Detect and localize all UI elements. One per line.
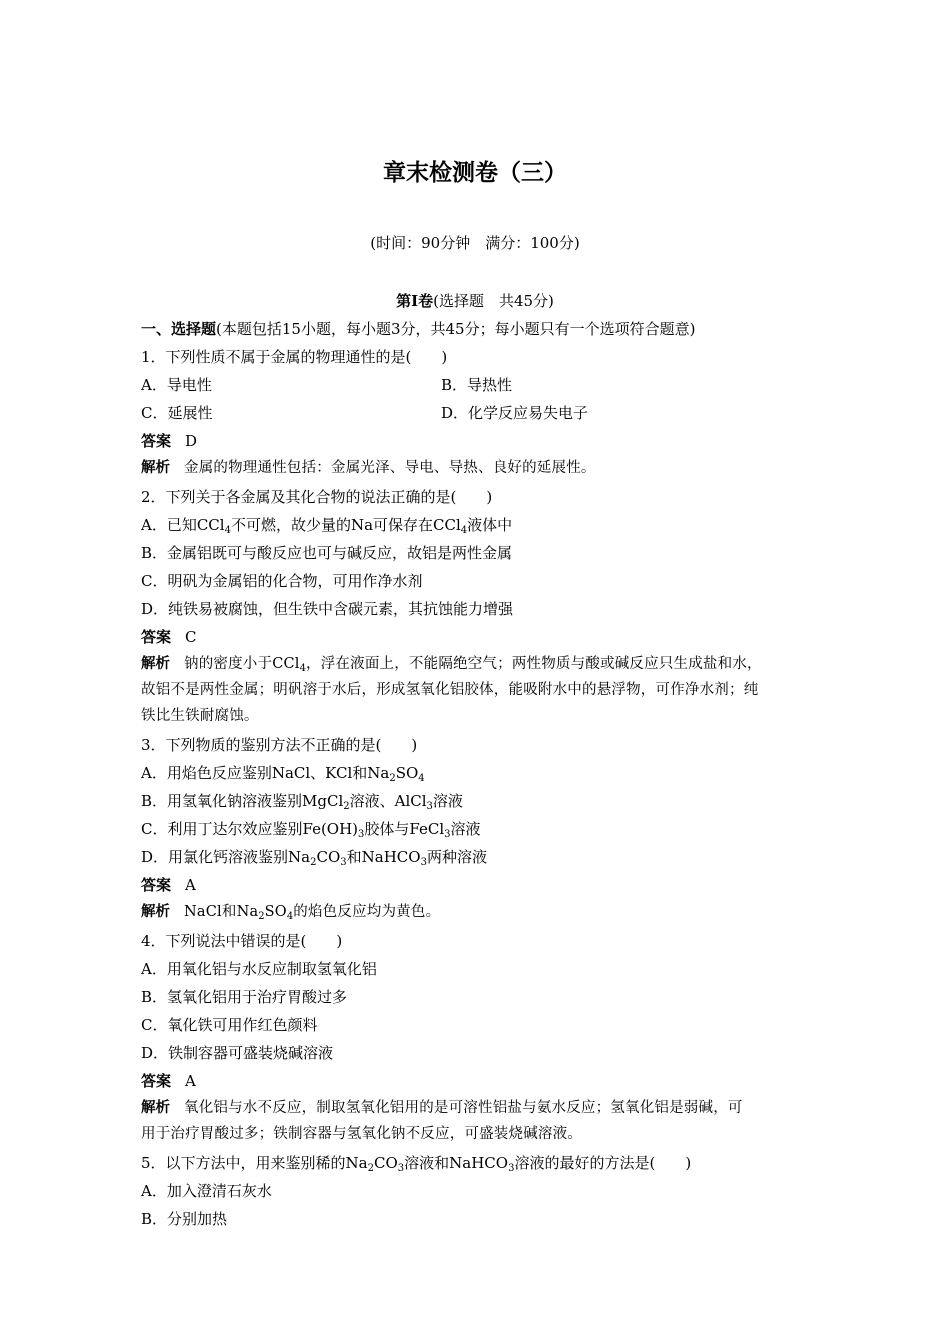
question-5-stem: 5．以下方法中，用来鉴别稀的$Na_2CO_3$溶液和NaHCO$_3$溶液的最好的方法是( ) (141, 1154, 692, 1174)
question-4-explanation: 解析 氧化铝与水不反应，制取氢氧化铝用的是可溶性铝盐与氨水反应；氢氧化铝是弱碱，可 用于治疗胃酸过多；铁制容器与氢氧化钠不反应，可盛装烧碱溶液。 (141, 1095, 821, 1147)
answer-label: 答案 (141, 876, 172, 894)
option-c: C．明矾为金属铝的化合物，可用作净水剂 (141, 572, 423, 590)
explanation-text: 故铝不是两性金属；明矾溶于水后，形成氢氧化铝胶体，能吸附水中的悬浮物，可作净水剂；纯 (141, 682, 759, 698)
option-d: D．铁制容器可盛装烧碱溶液 (141, 1044, 334, 1062)
option-a: A．用氧化铝与水反应制取氢氧化铝 (141, 960, 377, 978)
explanation-text: 金属的物理通性包括：金属光泽、导电、导热、良好的延展性。 (184, 460, 596, 476)
question-3-explanation: 解析 NaCl和$Na_2SO_4$的焰色反应均为黄色。 (141, 904, 441, 922)
question-4-answer (141, 1067, 821, 1095)
page-title: 章末检测卷（三） (383, 160, 567, 186)
exam-meta: (时间：90分钟 满分：100分) (370, 234, 580, 252)
question-1-options-row-2 (141, 399, 821, 427)
option-a: A．加入澄清石灰水 (141, 1182, 272, 1200)
answer-value: D (185, 432, 198, 450)
option-c: C．利用丁达尔效应鉴别$Fe(OH)_3$胶体与FeCl$_3$溶液 (141, 820, 481, 840)
section-desc: (本题包括15小题，每小题3分，共45分；每小题只有一个选项符合题意) (216, 320, 696, 338)
option-a: A．导电性 (141, 376, 212, 394)
answer-label: 答案 (141, 1072, 172, 1090)
option-b: B．金属铝既可与酸反应也可与碱反应，故铝是两性金属 (141, 544, 513, 562)
question-2-explanation: 解析 钠的密度小于CCl$_4$，浮在液面上，不能隔绝空气；两性物质与酸或碱反应只生成盐和水， 故铝不是两性金属；明矾溶于水后，形成氢氧化铝胶体，能吸附水中的悬浮物，可作净水剂；纯 铁比生铁耐腐蚀。 (141, 651, 821, 729)
answer-value: A (185, 1072, 196, 1090)
explanation-text: 铁比生铁耐腐蚀。 (141, 708, 259, 724)
question-list (141, 315, 821, 1233)
part-heading (0, 290, 950, 311)
option-b: B．氢氧化铝用于治疗胃酸过多 (141, 988, 348, 1006)
explanation-label: 解析 (141, 656, 170, 672)
option-c: C．延展性 (141, 404, 213, 422)
explanation-label: 解析 (141, 904, 170, 920)
option-b: B．用氢氧化钠溶液鉴别MgCl$_2$溶液、AlCl$_3$溶液 (141, 792, 463, 812)
question-1-explanation (141, 455, 821, 481)
question-3-stem: 3．下列物质的鉴别方法不正确的是( ) (141, 736, 418, 754)
section-heading (141, 315, 821, 343)
explanation-label: 解析 (141, 1100, 170, 1116)
question-1-stem: 1．下列性质不属于金属的物理通性的是( ) (141, 348, 448, 366)
answer-value: C (185, 628, 197, 646)
explanation-text: 用于治疗胃酸过多；铁制容器与氢氧化钠不反应，可盛装烧碱溶液。 (141, 1126, 582, 1142)
part-desc: (选择题 共45分) (433, 292, 554, 310)
option-b: B．导热性 (441, 376, 513, 394)
option-a: A．用焰色反应鉴别NaCl、KCl和$Na_2SO_4$ (141, 764, 425, 784)
question-2-stem: 2．下列关于各金属及其化合物的说法正确的是( ) (141, 488, 493, 506)
answer-value: A (185, 876, 196, 894)
question-3-answer (141, 871, 821, 899)
option-b: B．分别加热 (141, 1210, 228, 1228)
option-d: D．化学反应易失电子 (441, 404, 589, 422)
question-2-answer (141, 623, 821, 651)
answer-label: 答案 (141, 628, 172, 646)
option-d: D．用氯化钙溶液鉴别$Na_2CO_3$和NaHCO$_3$两种溶液 (141, 848, 487, 868)
option-c: C．氧化铁可用作红色颜料 (141, 1016, 318, 1034)
option-d: D．纯铁易被腐蚀，但生铁中含碳元素，其抗蚀能力增强 (141, 600, 514, 618)
part-label: 第Ⅰ卷 (396, 292, 434, 310)
section-label: 一、选择题 (141, 320, 217, 338)
option-a: A．已知CCl$_4$不可燃，故少量的Na可保存在CCl$_4$液体中 (141, 516, 513, 536)
answer-label: 答案 (141, 432, 172, 450)
question-4-stem: 4．下列说法中错误的是( ) (141, 932, 343, 950)
question-1-answer (141, 427, 821, 455)
explanation-label: 解析 (141, 460, 170, 476)
question-1-options-row-1 (141, 371, 821, 399)
